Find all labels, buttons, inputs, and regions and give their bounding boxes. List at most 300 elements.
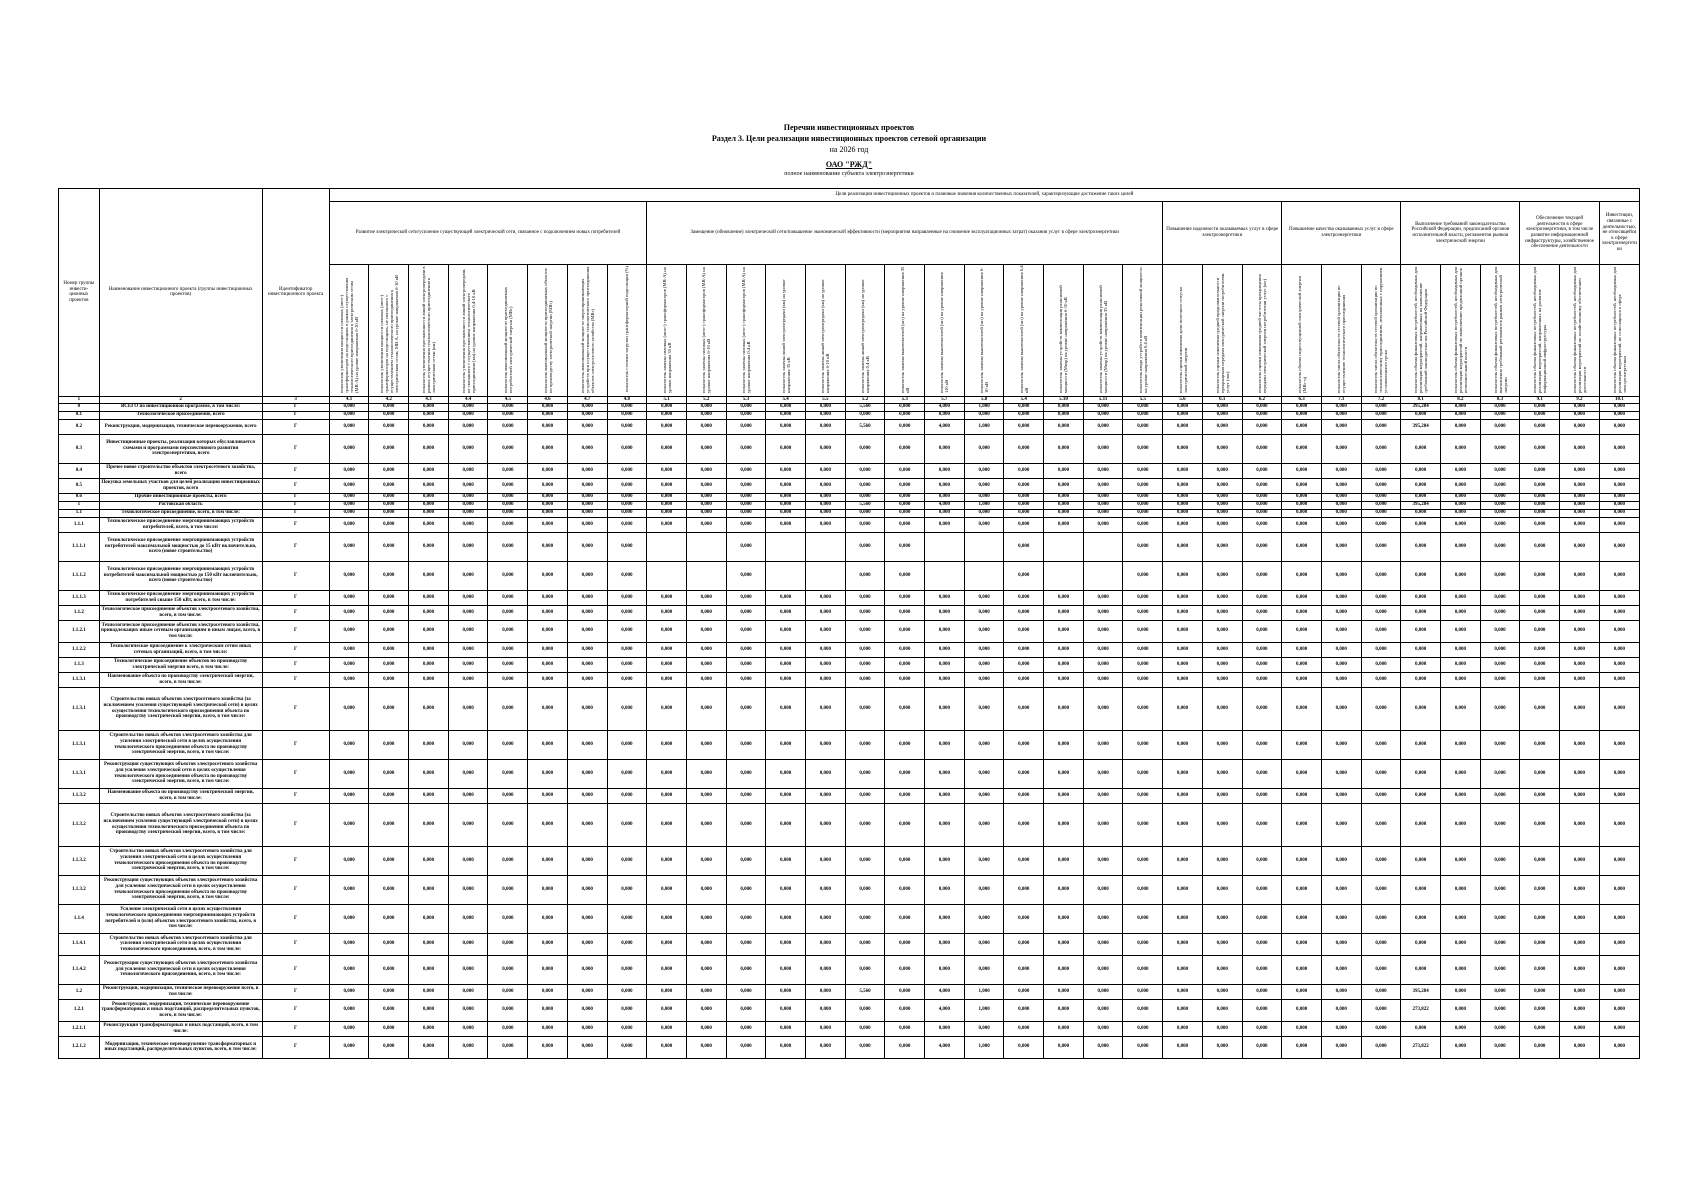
row-value: 0,000 xyxy=(1401,605,1441,620)
row-number: 1.1.3.1 xyxy=(59,759,100,788)
row-value: 0,000 xyxy=(1480,803,1520,846)
row-value: 0,000 xyxy=(1520,493,1560,501)
row-value xyxy=(1083,561,1123,590)
row-value: 0,000 xyxy=(964,904,1004,933)
row-value: 0,000 xyxy=(567,620,607,642)
head-indicator xyxy=(1123,265,1163,397)
row-value: 0,000 xyxy=(1361,509,1401,517)
row-value: 0,000 xyxy=(766,788,806,803)
row-value: 0,000 xyxy=(964,411,1004,419)
row-value: 4,000 xyxy=(925,501,965,509)
row-value: 0,000 xyxy=(1401,590,1441,605)
row-value: 0,000 xyxy=(964,434,1004,463)
column-number: 5.5 xyxy=(805,396,845,403)
row-value: 0,000 xyxy=(528,875,568,904)
row-value: 0,000 xyxy=(448,846,488,875)
row-value: 0,000 xyxy=(607,478,647,493)
column-number: 5.10 xyxy=(1044,396,1084,403)
row-value: 0,000 xyxy=(647,517,687,532)
row-value: 0,000 xyxy=(1123,561,1163,590)
row-value: 0,000 xyxy=(528,501,568,509)
row-value: 0,000 xyxy=(607,999,647,1021)
row-value: 0,000 xyxy=(1004,517,1044,532)
row-value: 0,000 xyxy=(1282,532,1322,561)
row-value: 0,000 xyxy=(1242,1036,1282,1058)
row-value: 0,000 xyxy=(925,411,965,419)
row-value: 0,000 xyxy=(1282,933,1322,955)
row-value: 0,000 xyxy=(567,590,607,605)
row-value: 0,000 xyxy=(1004,875,1044,904)
row-value: 0,000 xyxy=(647,478,687,493)
row-value: 0,000 xyxy=(964,846,1004,875)
row-value: 0,000 xyxy=(1520,509,1560,517)
row-value: 0,000 xyxy=(1083,590,1123,605)
row-value: 0,000 xyxy=(686,434,726,463)
row-value: 0,000 xyxy=(845,955,885,984)
row-value: 0,000 xyxy=(409,501,449,509)
row-value: 0,000 xyxy=(885,403,925,411)
row-value: 0,000 xyxy=(1361,1021,1401,1036)
row-project-id: Г xyxy=(262,501,329,509)
row-value: 0,000 xyxy=(448,759,488,788)
head-project-id: Идентификатор инвестиционного проекта xyxy=(262,189,329,397)
head-indicator xyxy=(607,265,647,397)
row-project-name: Строительство новых объектов электросетевого хозяйства (за исключением усиления существующей электрической сети) в целях осуществления технологического присоединения объекта по производству электрической энергии, всего, в том числе: xyxy=(99,803,262,846)
row-value: 0,000 xyxy=(1480,687,1520,730)
row-value: 0,000 xyxy=(607,687,647,730)
row-value: 0,000 xyxy=(1044,590,1084,605)
row-value: 0,000 xyxy=(1202,501,1242,509)
row-value: 0,000 xyxy=(885,657,925,672)
row-value: 0,000 xyxy=(726,672,766,687)
row-value: 0,000 xyxy=(1520,419,1560,434)
row-project-id: Г xyxy=(262,788,329,803)
row-value: 0,000 xyxy=(329,590,369,605)
row-value: 0,000 xyxy=(329,509,369,517)
row-value: 0,000 xyxy=(964,642,1004,657)
row-project-name: Технологическое присоединение объектов по производству электрической энергии всего, в том числе: xyxy=(99,657,262,672)
row-project-name: Технологическое присоединение, всего xyxy=(99,411,262,419)
org-name: ОАО "РЖД" xyxy=(825,160,873,169)
row-value: 0,000 xyxy=(1401,561,1441,590)
row-value: 0,000 xyxy=(1321,532,1361,561)
column-number: 4.1 xyxy=(329,396,369,403)
row-value: 0,000 xyxy=(885,561,925,590)
row-value: 0,000 xyxy=(329,999,369,1021)
row-value: 0,000 xyxy=(1202,561,1242,590)
row-value: 0,000 xyxy=(1282,984,1322,999)
row-value: 0,000 xyxy=(1520,620,1560,642)
row-value: 0,000 xyxy=(1282,657,1322,672)
row-value: 0,000 xyxy=(964,687,1004,730)
row-value: 0,000 xyxy=(726,1036,766,1058)
row-value: 0,000 xyxy=(1202,657,1242,672)
row-value: 4,000 xyxy=(925,984,965,999)
row-value: 0,000 xyxy=(488,846,528,875)
row-value: 0,000 xyxy=(1123,419,1163,434)
row-value: 0,000 xyxy=(1282,1036,1322,1058)
row-value: 0,000 xyxy=(528,411,568,419)
row-value: 0,000 xyxy=(766,478,806,493)
row-value: 0,000 xyxy=(1044,463,1084,478)
row-value: 0,000 xyxy=(488,561,528,590)
row-value: 0,000 xyxy=(369,561,409,590)
row-value: 0,000 xyxy=(1401,933,1441,955)
row-value xyxy=(686,561,726,590)
row-value: 0,000 xyxy=(488,590,528,605)
row-value: 0,000 xyxy=(1202,642,1242,657)
row-value: 0,000 xyxy=(1480,501,1520,509)
row-value: 0,000 xyxy=(1163,730,1203,759)
row-value: 395,284 xyxy=(1401,403,1441,411)
row-value: 0,000 xyxy=(488,933,528,955)
row-value: 0,000 xyxy=(1361,642,1401,657)
row-value: 0,000 xyxy=(1520,672,1560,687)
row-value: 0,000 xyxy=(805,605,845,620)
row-value: 0,000 xyxy=(1123,657,1163,672)
row-value: 0,000 xyxy=(1361,419,1401,434)
row-value: 0,000 xyxy=(1520,478,1560,493)
table-row xyxy=(59,590,1640,605)
column-number: 5.3 xyxy=(885,396,925,403)
row-value: 0,000 xyxy=(329,672,369,687)
row-value: 1,000 xyxy=(964,403,1004,411)
table-row xyxy=(59,788,1640,803)
row-value: 0,000 xyxy=(1123,642,1163,657)
row-value: 0,000 xyxy=(885,687,925,730)
row-value: 0,000 xyxy=(1202,478,1242,493)
row-value xyxy=(964,532,1004,561)
row-project-name: Технологическое присоединение энергопринимающих устройств потребителей максимальной мощностью до 150 кВт включительно, всего (новое строительство) xyxy=(99,561,262,590)
row-number: 1.1.3.1 xyxy=(59,687,100,730)
row-value: 0,000 xyxy=(329,493,369,501)
row-value: 0,000 xyxy=(647,590,687,605)
row-project-id: Г xyxy=(262,463,329,478)
row-value: 0,000 xyxy=(1361,411,1401,419)
row-value: 0,000 xyxy=(488,434,528,463)
row-value: 0,000 xyxy=(1401,411,1441,419)
row-value: 0,000 xyxy=(1599,642,1639,657)
row-value: 0,000 xyxy=(488,509,528,517)
row-value: 0,000 xyxy=(607,1021,647,1036)
row-value: 0,000 xyxy=(1480,532,1520,561)
row-value: 0,000 xyxy=(1202,999,1242,1021)
row-value: 0,000 xyxy=(329,434,369,463)
row-value: 0,000 xyxy=(1520,984,1560,999)
column-number: 5.4 xyxy=(766,396,806,403)
row-value: 0,000 xyxy=(329,605,369,620)
row-value: 0,000 xyxy=(1599,933,1639,955)
row-value: 0,000 xyxy=(647,672,687,687)
row-value: 0,000 xyxy=(1044,1036,1084,1058)
row-value: 0,000 xyxy=(766,463,806,478)
row-value: 0,000 xyxy=(1242,642,1282,657)
row-number: 1.2.1 xyxy=(59,999,100,1021)
row-value: 0,000 xyxy=(1321,904,1361,933)
row-value: 0,000 xyxy=(1440,478,1480,493)
row-value xyxy=(1083,532,1123,561)
table-row xyxy=(59,561,1640,590)
row-value: 0,000 xyxy=(726,478,766,493)
row-value: 0,000 xyxy=(488,687,528,730)
head-goal-group: Замещение (обновление) электрической сети/повышение экономической эффективности (мероприятия направленные на снижение эксплуатационных затрат) оказания услуг в сфере электроэнергетики xyxy=(647,202,1163,265)
row-value: 395,284 xyxy=(1401,984,1441,999)
row-value: 0,000 xyxy=(1440,904,1480,933)
row-value: 0,000 xyxy=(686,933,726,955)
head-indicator xyxy=(409,265,449,397)
row-value: 0,000 xyxy=(766,657,806,672)
row-value: 0,000 xyxy=(1083,933,1123,955)
row-value: 0,000 xyxy=(369,463,409,478)
row-value: 0,000 xyxy=(1004,984,1044,999)
row-project-name: Реконструкция, модернизация, техническое перевооружение всего, в том числе: xyxy=(99,984,262,999)
row-value: 273,822 xyxy=(1401,999,1441,1021)
row-value: 0,000 xyxy=(1044,605,1084,620)
row-value: 0,000 xyxy=(686,501,726,509)
row-value: 0,000 xyxy=(1520,642,1560,657)
table-row xyxy=(59,904,1640,933)
row-value: 0,000 xyxy=(528,1036,568,1058)
row-value: 0,000 xyxy=(1560,605,1600,620)
head-indicator xyxy=(1520,265,1560,397)
row-value: 0,000 xyxy=(1083,434,1123,463)
row-value: 0,000 xyxy=(726,590,766,605)
row-value: 0,000 xyxy=(1202,493,1242,501)
row-value: 0,000 xyxy=(726,904,766,933)
org-caption: полное наименование субъекта электроэнергетики xyxy=(784,171,914,177)
row-value: 0,000 xyxy=(448,509,488,517)
row-value: 0,000 xyxy=(329,517,369,532)
row-value: 0,000 xyxy=(1242,620,1282,642)
row-value: 0,000 xyxy=(1440,788,1480,803)
head-indicator-label: показатель объема финансовых потребностей, необходимых для реализации мероприятий, не относящихся к сфере электроэнергетики xyxy=(1611,266,1627,393)
row-value: 0,000 xyxy=(885,999,925,1021)
row-value: 0,000 xyxy=(647,999,687,1021)
row-value: 0,000 xyxy=(647,411,687,419)
row-value: 0,000 xyxy=(885,1021,925,1036)
head-indicator-label: показатель замены выключателей (шт) на уровне напряжения 6-10 кВ xyxy=(979,267,990,393)
row-value: 0,000 xyxy=(885,411,925,419)
row-value: 0,000 xyxy=(686,620,726,642)
row-value: 0,000 xyxy=(1282,687,1322,730)
column-number: 4.5 xyxy=(488,396,528,403)
row-value: 0,000 xyxy=(488,875,528,904)
row-value: 0,000 xyxy=(1321,846,1361,875)
row-value: 0,000 xyxy=(1361,501,1401,509)
row-value: 0,000 xyxy=(1044,509,1084,517)
row-value: 0,000 xyxy=(885,846,925,875)
row-value: 0,000 xyxy=(1083,493,1123,501)
row-value: 0,000 xyxy=(448,672,488,687)
head-indicator-label: показатель объема финансовых потребностей, необходимых для реализации мероприятий, направленных на развитие информационной инфраструктуры xyxy=(1532,266,1548,393)
row-value: 0,000 xyxy=(448,493,488,501)
row-value: 0,000 xyxy=(1242,759,1282,788)
table-row xyxy=(59,501,1640,509)
row-value: 0,000 xyxy=(528,657,568,672)
row-value: 0,000 xyxy=(1163,788,1203,803)
row-value: 0,000 xyxy=(1321,657,1361,672)
row-value: 0,000 xyxy=(567,463,607,478)
row-value: 0,000 xyxy=(686,759,726,788)
row-value: 0,000 xyxy=(686,657,726,672)
row-value: 0,000 xyxy=(607,434,647,463)
head-indicator xyxy=(1202,265,1242,397)
head-indicator-label: показатель замены линий электропередачи (км) на уровне напряжения 6-10 кВ xyxy=(820,279,831,393)
row-value: 0,000 xyxy=(1242,411,1282,419)
row-value: 0,000 xyxy=(1083,875,1123,904)
row-value: 0,000 xyxy=(1044,419,1084,434)
doc-title: Перечни инвестиционных проектов xyxy=(783,123,915,132)
row-value: 0,000 xyxy=(1321,463,1361,478)
row-value: 0,000 xyxy=(845,687,885,730)
head-indicator xyxy=(964,265,1004,397)
row-value: 0,000 xyxy=(845,788,885,803)
row-value: 0,000 xyxy=(409,509,449,517)
row-value: 0,000 xyxy=(647,803,687,846)
row-value: 0,000 xyxy=(1282,788,1322,803)
row-value: 0,000 xyxy=(845,478,885,493)
row-value: 0,000 xyxy=(726,803,766,846)
row-value: 0,000 xyxy=(766,590,806,605)
row-value: 0,000 xyxy=(1560,590,1600,605)
row-value: 0,000 xyxy=(925,434,965,463)
row-value: 0,000 xyxy=(686,411,726,419)
row-value: 0,000 xyxy=(1560,517,1600,532)
head-indicator-label: показатель замены устройств компенсации реактивной мощности (Мвар) на уровне напряжения 6-10 кВ xyxy=(1058,285,1069,393)
head-indicator xyxy=(369,265,409,397)
row-value: 0,000 xyxy=(607,642,647,657)
row-value: 0,000 xyxy=(1321,759,1361,788)
row-value: 0,000 xyxy=(1083,803,1123,846)
row-value: 0,000 xyxy=(369,605,409,620)
row-project-id: Г xyxy=(262,403,329,411)
row-value: 0,000 xyxy=(409,478,449,493)
table-row xyxy=(59,419,1640,434)
row-value: 0,000 xyxy=(409,517,449,532)
row-value: 0,000 xyxy=(805,517,845,532)
row-value: 0,000 xyxy=(647,463,687,478)
row-value: 0,000 xyxy=(1202,672,1242,687)
row-value: 0,000 xyxy=(1282,403,1322,411)
row-value: 0,000 xyxy=(1401,687,1441,730)
row-value: 0,000 xyxy=(1282,999,1322,1021)
row-value: 0,000 xyxy=(1440,501,1480,509)
row-value: 0,000 xyxy=(1083,984,1123,999)
column-number: 5.4 xyxy=(1004,396,1044,403)
doc-year: на 2026 год xyxy=(829,145,869,154)
row-value: 0,000 xyxy=(1401,463,1441,478)
row-value: 0,000 xyxy=(1361,730,1401,759)
row-value: 0,000 xyxy=(1202,1021,1242,1036)
row-value: 0,000 xyxy=(726,605,766,620)
row-value: 0,000 xyxy=(1123,984,1163,999)
column-number: 8.2 xyxy=(1440,396,1480,403)
head-indicator-label: показатель увеличения протяженности линий электропередачи, не связанного с осуществлением технологического присоединения (км) на уровне напряжения 0,4-10 кВ xyxy=(460,268,476,393)
row-value: 0,000 xyxy=(1440,730,1480,759)
column-number: 4.6 xyxy=(528,396,568,403)
row-value: 0,000 xyxy=(1083,501,1123,509)
row-value: 0,000 xyxy=(1401,846,1441,875)
row-value: 0,000 xyxy=(686,419,726,434)
row-value: 0,000 xyxy=(1004,590,1044,605)
head-indicator xyxy=(1480,265,1520,397)
row-value: 0,000 xyxy=(1083,403,1123,411)
row-value: 0,000 xyxy=(1202,411,1242,419)
row-value: 0,000 xyxy=(925,955,965,984)
row-value: 0,000 xyxy=(369,620,409,642)
row-project-id: Г xyxy=(262,687,329,730)
investment-goals-table xyxy=(58,188,1640,1059)
row-number: 1.1.1.1 xyxy=(59,532,100,561)
row-value: 0,000 xyxy=(1520,657,1560,672)
row-value: 0,000 xyxy=(1242,532,1282,561)
row-value: 0,000 xyxy=(1599,955,1639,984)
head-indicator xyxy=(1401,265,1441,397)
row-value: 0,000 xyxy=(647,605,687,620)
row-value: 0,000 xyxy=(964,788,1004,803)
row-value: 0,000 xyxy=(1480,419,1520,434)
row-value: 0,000 xyxy=(1321,620,1361,642)
row-value: 0,000 xyxy=(1361,493,1401,501)
row-value: 0,000 xyxy=(925,509,965,517)
row-value: 0,000 xyxy=(329,730,369,759)
row-value xyxy=(1044,561,1084,590)
row-value: 0,000 xyxy=(528,463,568,478)
row-value: 0,000 xyxy=(1401,759,1441,788)
row-value: 0,000 xyxy=(448,463,488,478)
head-indicator-label: показатель замены выключателей (шт) на уровне напряжения 35 кВ xyxy=(899,266,910,393)
row-value: 0,000 xyxy=(607,730,647,759)
column-number: 5.2 xyxy=(686,396,726,403)
row-project-id: Г xyxy=(262,509,329,517)
row-value: 0,000 xyxy=(1560,419,1600,434)
row-value: 0,000 xyxy=(925,642,965,657)
row-value: 0,000 xyxy=(448,478,488,493)
row-value: 0,000 xyxy=(845,620,885,642)
row-value: 0,000 xyxy=(766,605,806,620)
row-value: 0,000 xyxy=(1083,904,1123,933)
row-value: 0,000 xyxy=(409,590,449,605)
head-indicator-label: показатель числа обязательств сетевой организации по технологическому присоединению, исполненных с нарушением установленного срока xyxy=(1373,267,1389,393)
row-value: 0,000 xyxy=(528,687,568,730)
row-value: 0,000 xyxy=(488,1036,528,1058)
row-value: 0,000 xyxy=(607,846,647,875)
row-value: 0,000 xyxy=(1520,999,1560,1021)
row-value: 5,560 xyxy=(845,403,885,411)
row-value: 0,000 xyxy=(409,846,449,875)
row-value: 0,000 xyxy=(1163,955,1203,984)
row-value: 0,000 xyxy=(1282,672,1322,687)
row-value: 0,000 xyxy=(1599,620,1639,642)
row-value: 0,000 xyxy=(1480,999,1520,1021)
row-project-name: Строительство новых объектов электросетевого хозяйства (за исключением усиления существующей электрической сети) в целях осуществления технологического присоединения объекта по производству электрической энергии, всего, в том числе: xyxy=(99,687,262,730)
row-value: 0,000 xyxy=(964,759,1004,788)
row-value: 0,000 xyxy=(528,532,568,561)
row-value: 0,000 xyxy=(1242,403,1282,411)
row-value: 0,000 xyxy=(805,478,845,493)
row-value: 0,000 xyxy=(964,478,1004,493)
row-project-id: Г xyxy=(262,605,329,620)
row-value: 0,000 xyxy=(409,605,449,620)
head-indicator xyxy=(686,265,726,397)
row-value: 0,000 xyxy=(1083,672,1123,687)
row-value: 0,000 xyxy=(488,657,528,672)
row-value: 0,000 xyxy=(726,1021,766,1036)
row-value: 0,000 xyxy=(1242,788,1282,803)
row-value: 0,000 xyxy=(1560,759,1600,788)
row-project-name: Технологическое присоединение энергопринимающих устройств потребителей свыше 150 кВт, всего, в том числе: xyxy=(99,590,262,605)
table-row xyxy=(59,605,1640,620)
